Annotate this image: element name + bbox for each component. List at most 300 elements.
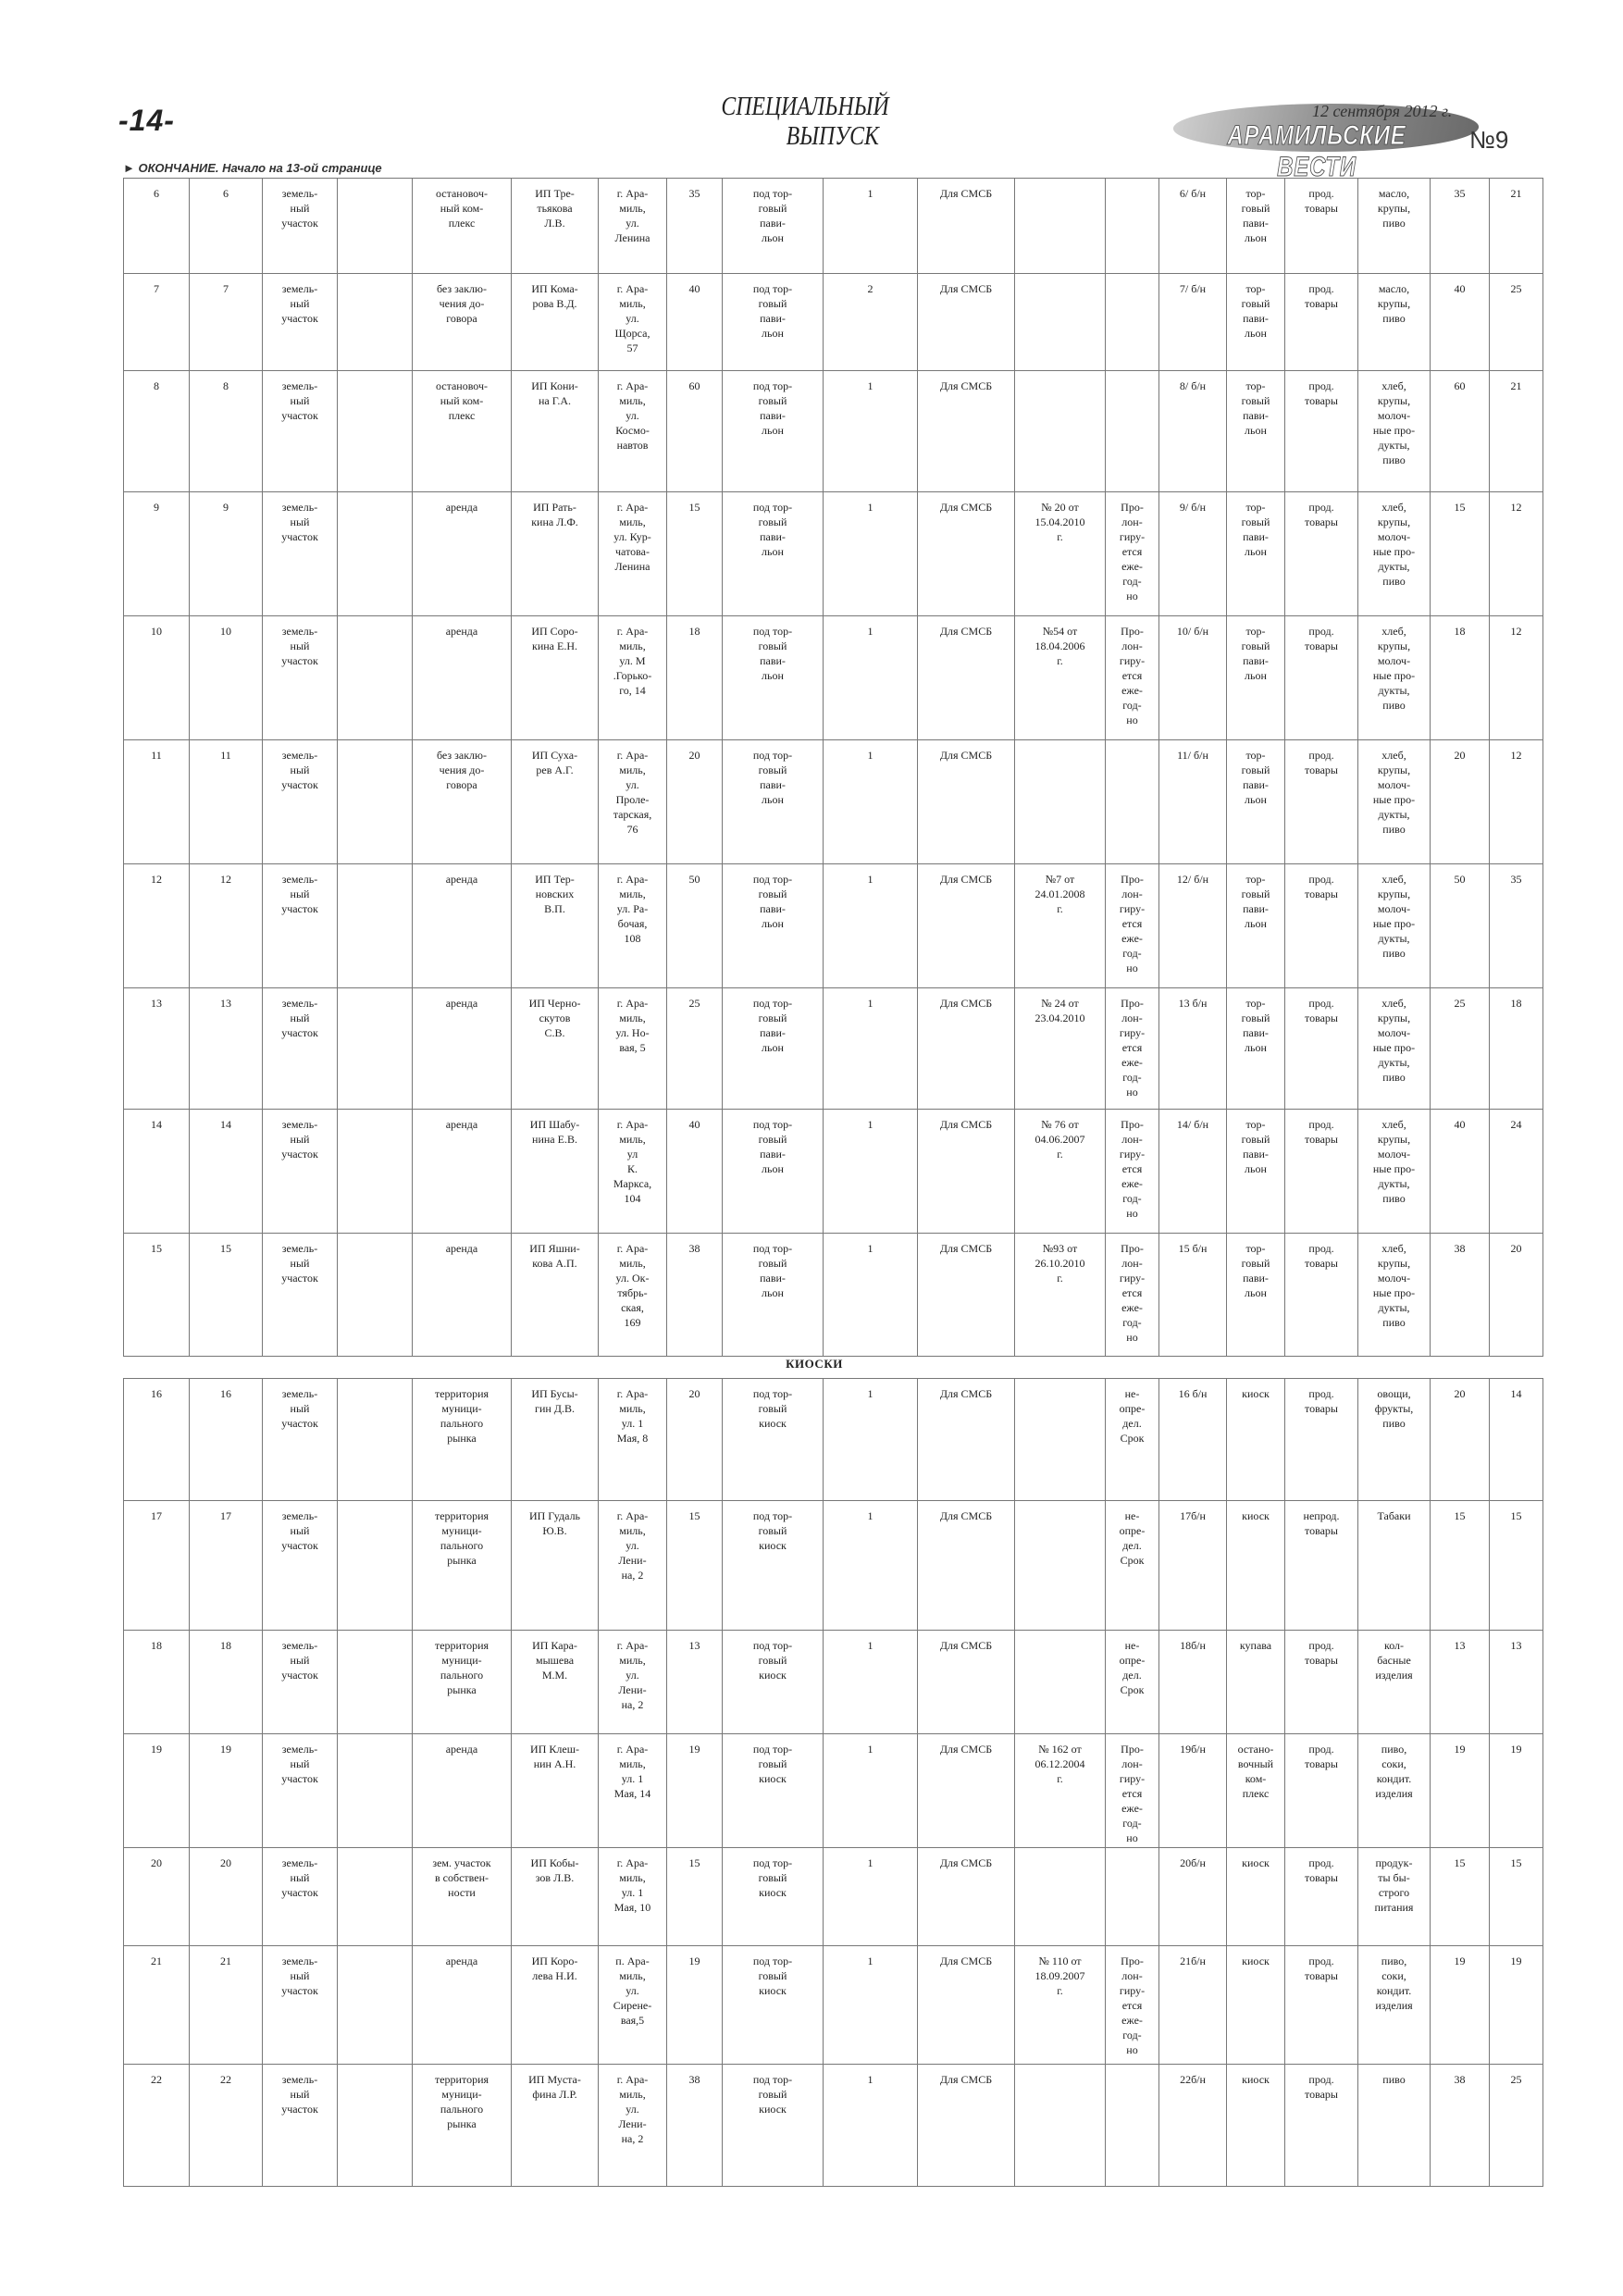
table-cell: под тор- говый киоск	[723, 1501, 824, 1631]
table-cell: 40	[1431, 1110, 1490, 1234]
table-cell: ИП Рать- кина Л.Ф.	[512, 492, 599, 616]
table-cell: тор- говый пави- льон	[1227, 274, 1285, 371]
table-cell: непрод. товары	[1285, 1501, 1358, 1631]
table-cell: хлеб, крупы, молоч- ные про- дукты, пиво	[1358, 492, 1431, 616]
table-cell	[1106, 179, 1159, 274]
table-cell: Для СМСБ	[918, 1734, 1015, 1848]
table-cell: 1	[824, 740, 918, 864]
table-cell: прод. товары	[1285, 371, 1358, 492]
table-cell: 14	[190, 1110, 263, 1234]
table-cell: 1	[824, 1501, 918, 1631]
table-cell: под тор- говый киоск	[723, 1946, 824, 2065]
table-cell: Для СМСБ	[918, 1848, 1015, 1946]
table-cell: 60	[1431, 371, 1490, 492]
table-cell: 18б/н	[1159, 1631, 1227, 1734]
table-cell: 15	[667, 492, 723, 616]
table-cell: 10	[190, 616, 263, 740]
table-cell	[338, 492, 413, 616]
table-cell: 20	[1490, 1234, 1543, 1357]
table-cell: 15 б/н	[1159, 1234, 1227, 1357]
table-cell: тор- говый пави- льон	[1227, 616, 1285, 740]
table-cell: Про- лон- гиру- ется еже- год- но	[1106, 864, 1159, 988]
table-cell: тор- говый пави- льон	[1227, 1234, 1285, 1357]
table-cell: пиво, соки, кондит. изделия	[1358, 1946, 1431, 2065]
table-cell: 22б/н	[1159, 2065, 1227, 2187]
table-cell: масло, крупы, пиво	[1358, 179, 1431, 274]
table-cell	[338, 1110, 413, 1234]
table-cell: кол- басные изделия	[1358, 1631, 1431, 1734]
table-cell: г. Ара- миль, ул. Лени- на, 2	[599, 1501, 667, 1631]
table-cell: 8	[190, 371, 263, 492]
table-cell: хлеб, крупы, молоч- ные про- дукты, пиво	[1358, 1110, 1431, 1234]
table-cell: №93 от 26.10.2010 г.	[1015, 1234, 1106, 1357]
table-cell: 13	[1490, 1631, 1543, 1734]
table-cell: пиво, соки, кондит. изделия	[1358, 1734, 1431, 1848]
table-cell: ИП Яшни- кова А.П.	[512, 1234, 599, 1357]
table-cell: 18	[124, 1631, 190, 1734]
table-cell: пиво	[1358, 2065, 1431, 2187]
table-cell: прод. товары	[1285, 1234, 1358, 1357]
newspaper-title: АРАМИЛЬСКИЕ ВЕСТИ	[1227, 120, 1406, 182]
issue-number: №9	[1469, 126, 1509, 154]
table-cell: 40	[667, 274, 723, 371]
table-cell: 13	[1431, 1631, 1490, 1734]
table-cell: 1	[824, 1379, 918, 1501]
table-cell: 21	[124, 1946, 190, 2065]
table-cell: 1	[824, 1631, 918, 1734]
table-cell: территория муници- пального рынка	[413, 1631, 512, 1734]
table-cell: 18	[1431, 616, 1490, 740]
table-cell: 25	[667, 988, 723, 1110]
table-cell: ИП Черно- скутов С.В.	[512, 988, 599, 1110]
table-cell: ИП Тер- новских В.П.	[512, 864, 599, 988]
table-cell: земель- ный участок	[263, 1501, 338, 1631]
table-cell: 1	[824, 371, 918, 492]
table-cell: 6	[124, 179, 190, 274]
table-cell: остановоч- ный ком- плекс	[413, 371, 512, 492]
table-cell: 25	[1490, 274, 1543, 371]
table-cell: Про- лон- гиру- ется еже- год- но	[1106, 988, 1159, 1110]
table-cell: прод. товары	[1285, 2065, 1358, 2187]
table-cell: Для СМСБ	[918, 1234, 1015, 1357]
table-cell: 12	[1490, 616, 1543, 740]
table-cell: Про- лон- гиру- ется еже- год- но	[1106, 1234, 1159, 1357]
table-cell	[338, 1234, 413, 1357]
table-cell: земель- ный участок	[263, 1848, 338, 1946]
table-cell: 1	[824, 864, 918, 988]
table-cell	[338, 616, 413, 740]
table-cell: земель- ный участок	[263, 1734, 338, 1848]
table-cell: 9/ б/н	[1159, 492, 1227, 616]
table-cell: земель- ный участок	[263, 988, 338, 1110]
table-cell: 20б/н	[1159, 1848, 1227, 1946]
table-cell	[338, 2065, 413, 2187]
issue-date: 12 сентября 2012 г.	[1312, 102, 1453, 120]
table-cell: прод. товары	[1285, 274, 1358, 371]
table-cell: прод. товары	[1285, 988, 1358, 1110]
table-cell	[338, 371, 413, 492]
section-kiosks: КИОСКИ	[786, 1357, 843, 1371]
table-cell: 1	[824, 1946, 918, 2065]
table-row	[124, 864, 1543, 988]
table-cell: 1	[824, 492, 918, 616]
table-cell: г. Ара- миль, ул. Лени- на, 2	[599, 1631, 667, 1734]
table-cell: ИП Кара- мышева М.М.	[512, 1631, 599, 1734]
table-row	[124, 1946, 1543, 2065]
table-cell: 6/ б/н	[1159, 179, 1227, 274]
table-cell: зем. участок в собствен- ности	[413, 1848, 512, 1946]
table-cell: 40	[1431, 274, 1490, 371]
table-cell: ИП Соро- кина Е.Н.	[512, 616, 599, 740]
table-cell: г. Ара- миль, ул. Щорса, 57	[599, 274, 667, 371]
table-cell: прод. товары	[1285, 1734, 1358, 1848]
table-cell: 21б/н	[1159, 1946, 1227, 2065]
table-cell: 50	[1431, 864, 1490, 988]
table-cell	[338, 864, 413, 988]
table-cell: не- опре- дел. Срок	[1106, 1631, 1159, 1734]
table-cell: 50	[667, 864, 723, 988]
table-cell: Для СМСБ	[918, 1946, 1015, 2065]
table-cell: под тор- говый киоск	[723, 1734, 824, 1848]
table-cell: 11/ б/н	[1159, 740, 1227, 864]
table-cell: прод. товары	[1285, 616, 1358, 740]
table-cell: 10/ б/н	[1159, 616, 1227, 740]
table-cell: земель- ный участок	[263, 1379, 338, 1501]
table-cell: остановоч- ный ком- плекс	[413, 179, 512, 274]
table-cell: под тор- говый пави- льон	[723, 616, 824, 740]
table-cell: г. Ара- миль, ул. Лени- на, 2	[599, 2065, 667, 2187]
table-cell	[338, 274, 413, 371]
table-cell: Для СМСБ	[918, 1501, 1015, 1631]
table-cell: 12	[1490, 740, 1543, 864]
table-cell: 19	[1490, 1946, 1543, 2065]
table-cell: 11	[124, 740, 190, 864]
page-number: -14-	[118, 104, 175, 137]
table-cell: г. Ара- миль, ул. Ра- бочая, 108	[599, 864, 667, 988]
table-cell: 18	[667, 616, 723, 740]
table-cell: земель- ный участок	[263, 492, 338, 616]
table-cell: земель- ный участок	[263, 179, 338, 274]
table-cell: прод. товары	[1285, 740, 1358, 864]
table-cell: прод. товары	[1285, 1946, 1358, 2065]
table-cell	[338, 1946, 413, 2065]
table-row	[124, 371, 1543, 492]
table-cell: 38	[1431, 2065, 1490, 2187]
table-cell: г. Ара- миль, ул. Ленина	[599, 179, 667, 274]
table-cell: не- опре- дел. Срок	[1106, 1379, 1159, 1501]
table-cell: хлеб, крупы, молоч- ные про- дукты, пиво	[1358, 864, 1431, 988]
table-cell: 15	[1431, 492, 1490, 616]
continuation-note: ► ОКОНЧАНИЕ. Начало на 13-ой странице	[123, 161, 382, 175]
table-cell: без заклю- чения до- говора	[413, 740, 512, 864]
table-cell: 12	[1490, 492, 1543, 616]
table-cell: под тор- говый пави- льон	[723, 1110, 824, 1234]
table-cell: под тор- говый пави- льон	[723, 371, 824, 492]
table-cell: 38	[667, 2065, 723, 2187]
table-cell: 7	[124, 274, 190, 371]
table-cell: 13	[667, 1631, 723, 1734]
table-cell: 17	[190, 1501, 263, 1631]
table-cell: 13	[190, 988, 263, 1110]
table-cell: Для СМСБ	[918, 371, 1015, 492]
table-cell: ИП Кобы- зов Л.В.	[512, 1848, 599, 1946]
table-cell: г. Ара- миль, ул. М .Горько- го, 14	[599, 616, 667, 740]
table-row	[124, 616, 1543, 740]
table-cell	[1015, 1501, 1106, 1631]
table-cell: 1	[824, 616, 918, 740]
table-cell: г. Ара- миль, ул. Но- вая, 5	[599, 988, 667, 1110]
table-cell: 15	[1431, 1501, 1490, 1631]
table-cell: ИП Муста- фина Л.Р.	[512, 2065, 599, 2187]
table-cell: 21	[1490, 371, 1543, 492]
table-cell: 15	[1490, 1501, 1543, 1631]
table-cell: 1	[824, 2065, 918, 2187]
table-cell: тор- говый пави- льон	[1227, 179, 1285, 274]
table-cell: под тор- говый киоск	[723, 1631, 824, 1734]
table-row	[124, 1379, 1543, 1501]
table-cell: тор- говый пави- льон	[1227, 492, 1285, 616]
table-row	[124, 1848, 1543, 1946]
table-cell	[338, 1734, 413, 1848]
table-cell	[1106, 740, 1159, 864]
table-cell: 19б/н	[1159, 1734, 1227, 1848]
table-cell: Про- лон- гиру- ется еже- год- но	[1106, 616, 1159, 740]
table-cell: Для СМСБ	[918, 179, 1015, 274]
table-cell: п. Ара- миль, ул. Сирене- вая,5	[599, 1946, 667, 2065]
table-cell: хлеб, крупы, молоч- ные про- дукты, пиво	[1358, 1234, 1431, 1357]
table-cell: 1	[824, 1734, 918, 1848]
table-cell: №7 от 24.01.2008 г.	[1015, 864, 1106, 988]
table-cell: 24	[1490, 1110, 1543, 1234]
table-row	[124, 2065, 1543, 2187]
special-issue-line1: СПЕЦИАЛЬНЫЙ	[721, 93, 889, 121]
table-cell	[1106, 371, 1159, 492]
table-cell: аренда	[413, 1234, 512, 1357]
table-cell: аренда	[413, 988, 512, 1110]
table-cell: Для СМСБ	[918, 274, 1015, 371]
table-cell: г. Ара- миль, ул. Проле- тарская, 76	[599, 740, 667, 864]
table-cell: 1	[824, 1110, 918, 1234]
table-cell: 8/ б/н	[1159, 371, 1227, 492]
table-cell: Для СМСБ	[918, 988, 1015, 1110]
special-issue-label	[703, 93, 908, 152]
table-cell: прод. товары	[1285, 492, 1358, 616]
table-cell: 1	[824, 1234, 918, 1357]
table-cell: ИП Тре- тьякова Л.В.	[512, 179, 599, 274]
table-cell: ИП Шабу- нина Е.В.	[512, 1110, 599, 1234]
table-cell: овощи, фрукты, пиво	[1358, 1379, 1431, 1501]
table-cell: 21	[1490, 179, 1543, 274]
table-cell: г. Ара- миль, ул. 1 Мая, 14	[599, 1734, 667, 1848]
table-cell: г. Ара- миль, ул. 1 Мая, 10	[599, 1848, 667, 1946]
table-cell: 14	[1490, 1379, 1543, 1501]
table-cell: 22	[124, 2065, 190, 2187]
table-cell: 2	[824, 274, 918, 371]
table-cell: г. Ара- миль, ул. Космо- навтов	[599, 371, 667, 492]
table-cell: купава	[1227, 1631, 1285, 1734]
table-cell: № 110 от 18.09.2007 г.	[1015, 1946, 1106, 2065]
table-cell	[1015, 2065, 1106, 2187]
table-cell: под тор- говый пави- льон	[723, 740, 824, 864]
table-cell: под тор- говый пави- льон	[723, 492, 824, 616]
table-cell	[338, 1631, 413, 1734]
table-cell: прод. товары	[1285, 1110, 1358, 1234]
table-cell: Табаки	[1358, 1501, 1431, 1631]
table-cell	[338, 1848, 413, 1946]
table-cell: 12	[124, 864, 190, 988]
table-cell: 17б/н	[1159, 1501, 1227, 1631]
table-cell	[1015, 1631, 1106, 1734]
table-cell: № 162 от 06.12.2004 г.	[1015, 1734, 1106, 1848]
table-cell: продук- ты бы- строго питания	[1358, 1848, 1431, 1946]
table-cell: ИП Суха- рев А.Г.	[512, 740, 599, 864]
table-cell: земель- ный участок	[263, 2065, 338, 2187]
table-cell: 14/ б/н	[1159, 1110, 1227, 1234]
table-cell: под тор- говый киоск	[723, 1379, 824, 1501]
table-cell: 19	[667, 1734, 723, 1848]
table-cell: № 24 от 23.04.2010	[1015, 988, 1106, 1110]
table-cell: 14	[124, 1110, 190, 1234]
table-row	[124, 1631, 1543, 1734]
table-cell: аренда	[413, 1734, 512, 1848]
table-cell: земель- ный участок	[263, 864, 338, 988]
table-cell: 19	[124, 1734, 190, 1848]
table-cell: 1	[824, 988, 918, 1110]
table-row	[124, 1110, 1543, 1234]
table-row	[124, 1734, 1543, 1848]
table-cell	[1106, 274, 1159, 371]
table-cell	[1015, 740, 1106, 864]
table-cell: территория муници- пального рынка	[413, 1379, 512, 1501]
table-cell: под тор- говый пави- льон	[723, 179, 824, 274]
table-cell: 9	[124, 492, 190, 616]
table-cell: прод. товары	[1285, 1379, 1358, 1501]
table-cell: ИП Бусы- гин Д.В.	[512, 1379, 599, 1501]
table-cell: 19	[1431, 1734, 1490, 1848]
table-cell	[1106, 1848, 1159, 1946]
table-cell: 38	[1431, 1234, 1490, 1357]
table-cell: 7/ б/н	[1159, 274, 1227, 371]
table-cell: 7	[190, 274, 263, 371]
table-cell: 19	[1490, 1734, 1543, 1848]
table-cell: г. Ара- миль, ул. Кур- чатова- Ленина	[599, 492, 667, 616]
table-cell: земель- ный участок	[263, 274, 338, 371]
table-cell: Для СМСБ	[918, 1631, 1015, 1734]
table-cell: 35	[1490, 864, 1543, 988]
table-cell: аренда	[413, 616, 512, 740]
table-cell: № 20 от 15.04.2010 г.	[1015, 492, 1106, 616]
table-cell: тор- говый пави- льон	[1227, 1110, 1285, 1234]
table-cell: 22	[190, 2065, 263, 2187]
table-cell: тор- говый пави- льон	[1227, 740, 1285, 864]
table-row	[124, 988, 1543, 1110]
table-cell: 15	[667, 1848, 723, 1946]
table-cell: киоск	[1227, 1848, 1285, 1946]
table-cell: киоск	[1227, 1501, 1285, 1631]
table-cell: 25	[1431, 988, 1490, 1110]
table-cell: 10	[124, 616, 190, 740]
table-cell: киоск	[1227, 2065, 1285, 2187]
table-cell: земель- ный участок	[263, 616, 338, 740]
special-issue-line2: ВЫПУСК	[786, 122, 879, 151]
table-cell: № 76 от 04.06.2007 г.	[1015, 1110, 1106, 1234]
table-cell: 13 б/н	[1159, 988, 1227, 1110]
table-cell: 16 б/н	[1159, 1379, 1227, 1501]
table-cell: 12/ б/н	[1159, 864, 1227, 988]
table-cell: 9	[190, 492, 263, 616]
table-cell: 13	[124, 988, 190, 1110]
table-cell: Для СМСБ	[918, 616, 1015, 740]
table-cell: 15	[124, 1234, 190, 1357]
table-cell: Про- лон- гиру- ется еже- год- но	[1106, 1110, 1159, 1234]
table-cell	[1015, 274, 1106, 371]
table-cell	[338, 179, 413, 274]
table-cell: Про- лон- гиру- ется еже- год- но	[1106, 492, 1159, 616]
table-cell: аренда	[413, 492, 512, 616]
table-cell: земель- ный участок	[263, 1946, 338, 2065]
table-cell: 12	[190, 864, 263, 988]
table-cell: территория муници- пального рынка	[413, 2065, 512, 2187]
pavilions-table	[123, 178, 1543, 1357]
table-cell	[1106, 2065, 1159, 2187]
table-cell: 19	[190, 1734, 263, 1848]
table-cell	[338, 740, 413, 864]
table-cell: тор- говый пави- льон	[1227, 864, 1285, 988]
table-cell: 25	[1490, 2065, 1543, 2187]
table-cell: 19	[1431, 1946, 1490, 2065]
table-row	[124, 179, 1543, 274]
table-cell	[1015, 1379, 1106, 1501]
table-cell: масло, крупы, пиво	[1358, 274, 1431, 371]
table-cell: Для СМСБ	[918, 864, 1015, 988]
table-cell: 16	[124, 1379, 190, 1501]
table-cell: Для СМСБ	[918, 740, 1015, 864]
table-cell: прод. товары	[1285, 1848, 1358, 1946]
table-cell: 15	[1490, 1848, 1543, 1946]
table-cell: Для СМСБ	[918, 1110, 1015, 1234]
table-cell: 1	[824, 179, 918, 274]
table-cell: аренда	[413, 1946, 512, 2065]
table-cell: 40	[667, 1110, 723, 1234]
table-cell: ИП Клеш- нин А.Н.	[512, 1734, 599, 1848]
table-cell: г. Ара- миль, ул К. Маркса, 104	[599, 1110, 667, 1234]
table-cell: №54 от 18.04.2006 г.	[1015, 616, 1106, 740]
table-cell: Для СМСБ	[918, 492, 1015, 616]
table-cell: земель- ный участок	[263, 371, 338, 492]
table-cell: земель- ный участок	[263, 1631, 338, 1734]
table-cell: аренда	[413, 864, 512, 988]
table-cell: прод. товары	[1285, 864, 1358, 988]
table-cell: под тор- говый пави- льон	[723, 1234, 824, 1357]
table-cell: 18	[190, 1631, 263, 1734]
table-row	[124, 740, 1543, 864]
table-cell: 35	[667, 179, 723, 274]
masthead	[1173, 100, 1516, 182]
table-cell: Для СМСБ	[918, 1379, 1015, 1501]
table-cell: 16	[190, 1379, 263, 1501]
table-cell: хлеб, крупы, молоч- ные про- дукты, пиво	[1358, 371, 1431, 492]
table-row	[124, 274, 1543, 371]
table-cell: ИП Кони- на Г.А.	[512, 371, 599, 492]
table-cell: Про- лон- гиру- ется еже- год- но	[1106, 1946, 1159, 2065]
kiosks-table	[123, 1378, 1543, 2187]
table-cell: 21	[190, 1946, 263, 2065]
table-cell: 20	[1431, 1379, 1490, 1501]
table-cell: 20	[1431, 740, 1490, 864]
table-cell: под тор- говый пави- льон	[723, 864, 824, 988]
table-cell: прод. товары	[1285, 1631, 1358, 1734]
table-cell	[1015, 371, 1106, 492]
